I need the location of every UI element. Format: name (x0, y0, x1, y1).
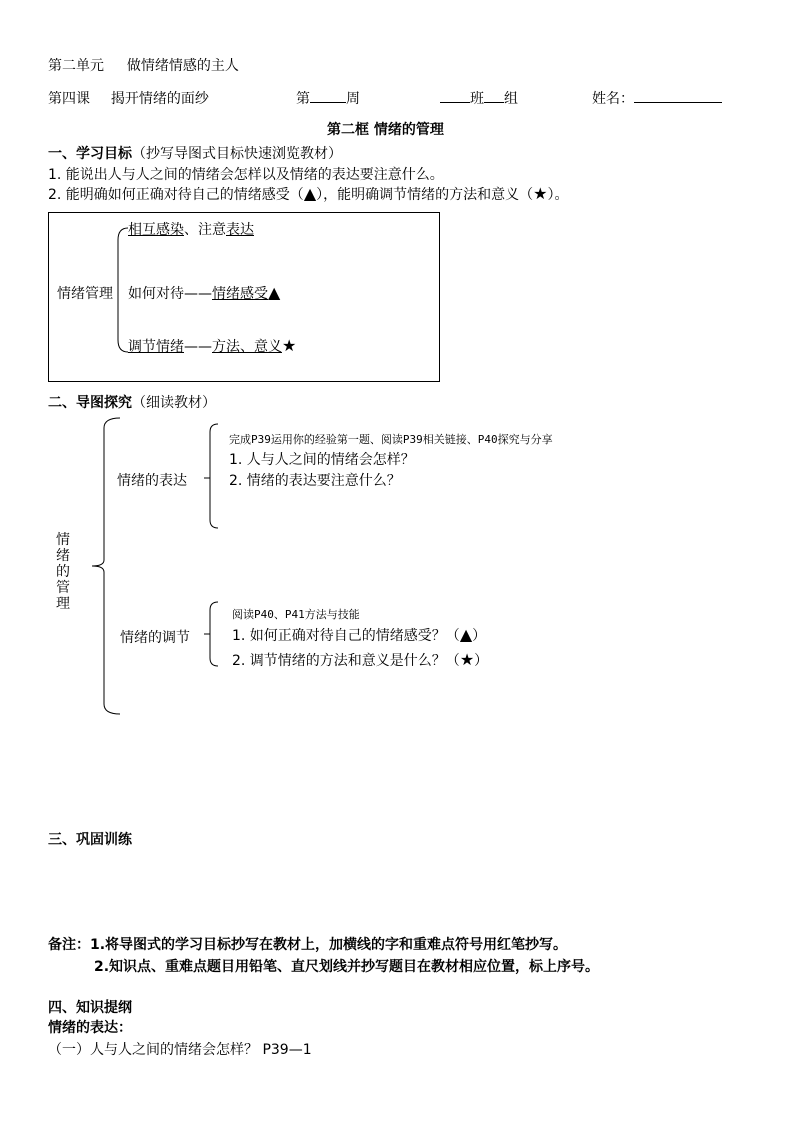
map2-root-char: 情 (56, 532, 70, 548)
star-icon: ★ (459, 650, 475, 669)
triangle-icon: ▲ (303, 184, 317, 203)
s2-heading-line (48, 392, 216, 412)
s4-heading: 四、知识提纲 (48, 1000, 132, 1016)
remark-line-1: 备注：1.将导图式的学习目标抄写在教材上，加横线的字和重难点符号用红笔抄写。 (48, 937, 568, 953)
map2-root-char: 的 (56, 564, 70, 580)
map1-branch-3 (128, 336, 296, 356)
b2-question-1 (232, 625, 486, 645)
map1-b3-b: 方法、意义 (212, 339, 282, 355)
b1-question-1: 1. 人与人之间的情绪会怎样？ (229, 452, 415, 468)
s3-heading: 三、巩固训练 (48, 832, 132, 848)
map1-root: 情绪管理 (57, 286, 113, 302)
b2-task: 阅读P40、P41方法与技能 (232, 608, 360, 621)
name-label: 姓名： (592, 91, 634, 107)
map1-b1-sep: 、注意 (184, 222, 226, 238)
b2-q1-text: 1. 如何正确对待自己的情绪感受？（ (232, 628, 460, 644)
s4-subheading: 情绪的表达： (48, 1020, 132, 1036)
week-suffix: 周 (346, 91, 360, 107)
map1-branch-2 (128, 283, 280, 303)
map1-branch-1 (128, 219, 254, 239)
triangle-icon: ▲ (268, 283, 281, 302)
s1-note: （抄写导图式目标快速浏览教材） (132, 146, 342, 162)
group-label: 组 (504, 91, 518, 107)
triangle-icon: ▲ (459, 625, 473, 644)
goal-2-mid: ），能明确调节情绪的方法和意义（ (316, 187, 534, 203)
week-prefix: 第 (296, 91, 310, 107)
remark-line-2: 2.知识点、重难点题目用铅笔、直尺划线并抄写题目在教材相应位置，标上序号。 (94, 959, 600, 975)
star-icon: ★ (533, 184, 548, 203)
s4-item-1: （一）人与人之间的情绪会怎样？ P39—1 (48, 1042, 312, 1058)
unit-label: 第二单元 (48, 58, 104, 74)
map1-b1-a: 相互感染 (128, 222, 184, 238)
b1-question-2: 2. 情绪的表达要注意什么？ (229, 473, 401, 489)
map1-b3-dash: —— (184, 339, 212, 355)
star-icon: ★ (282, 336, 297, 355)
map1-b1-b: 表达 (226, 222, 254, 238)
b2-question-2 (232, 650, 488, 670)
map1-b2-b: 情绪感受 (212, 286, 268, 302)
goal-1: 1. 能说出人与人之间的情绪会怎样以及情绪的表达要注意什么。 (48, 167, 444, 183)
s1-heading: 一、学习目标 (48, 146, 132, 162)
map1-b2-a: 如何对待 (128, 286, 184, 302)
map2-root-char: 管 (56, 580, 70, 596)
map1-b3-a: 调节情绪 (128, 339, 184, 355)
map2-branch-2: 情绪的调节 (120, 630, 190, 646)
lesson-label: 第四课 (48, 91, 90, 107)
b2-q2-close: ） (474, 653, 489, 669)
goal-2-post: ）。 (547, 187, 569, 203)
map2-root-char: 绪 (56, 548, 70, 564)
b2-q1-close: ） (472, 628, 487, 644)
section-title: 第二框 情绪的管理 (327, 122, 444, 138)
map2-branch-1: 情绪的表达 (117, 473, 187, 489)
unit-title: 做情绪情感的主人 (126, 58, 239, 74)
lesson-title: 揭开情绪的面纱 (110, 91, 209, 107)
b2-q2-text: 2. 调节情绪的方法和意义是什么？（ (232, 653, 460, 669)
map1-b2-dash: —— (184, 286, 212, 302)
class-label: 班 (470, 91, 484, 107)
s2-heading: 二、导图探究 (48, 395, 132, 411)
map2-root-char: 理 (56, 596, 70, 612)
b1-task: 完成P39运用你的经验第一题、阅读P39相关链接、P40探究与分享 (229, 433, 553, 446)
goal-2-pre: 2. 能明确如何正确对待自己的情绪感受（ (48, 187, 304, 203)
s2-note: （细读教材） (132, 395, 216, 411)
